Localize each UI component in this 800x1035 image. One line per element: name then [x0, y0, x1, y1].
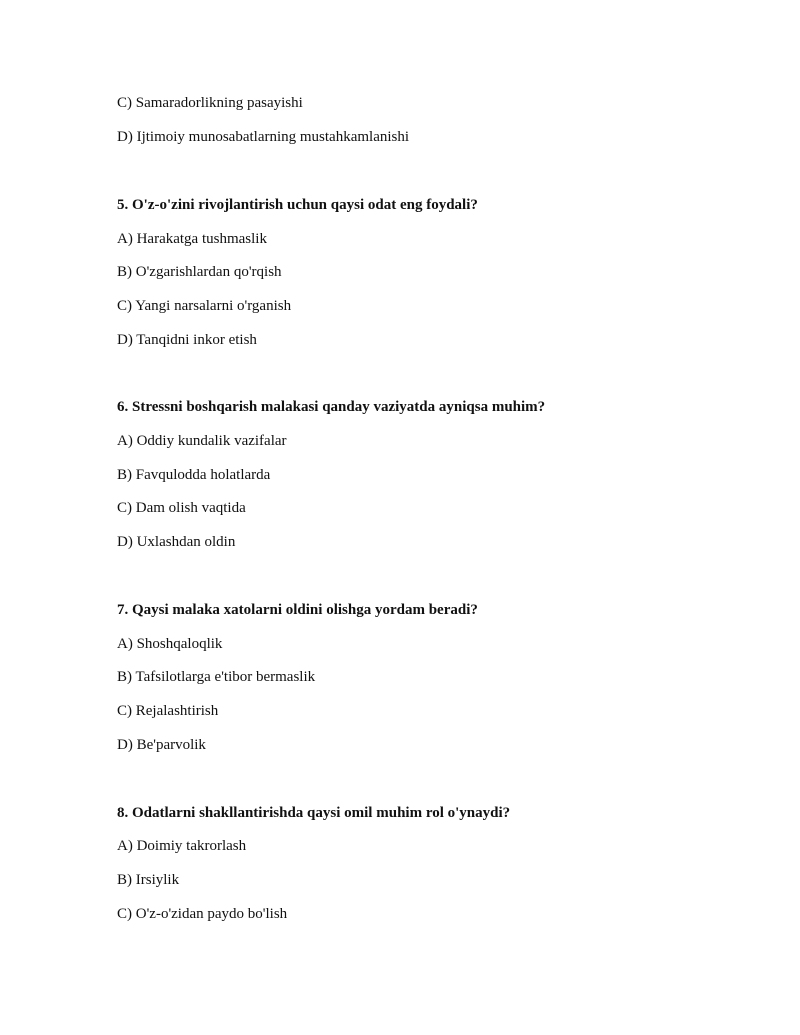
- option-b-q6: B) Favqulodda holatlarda: [117, 467, 271, 483]
- question-8-title: 8. Odatlarni shakllantirishda qaysi omil muhim rol o'ynaydi?: [117, 805, 511, 821]
- option-d-q7: D) Be'parvolik: [117, 737, 206, 753]
- option-b-q8: B) Irsiylik: [117, 872, 180, 888]
- option-a-q7: A) Shoshqaloqlik: [117, 636, 223, 652]
- option-c-q5: C) Yangi narsalarni o'rganish: [117, 298, 292, 314]
- option-b-q7: B) Tafsilotlarga e'tibor bermaslik: [117, 669, 316, 685]
- option-c-q8: C) O'z-o'zidan paydo bo'lish: [117, 906, 288, 922]
- question-7-title: 7. Qaysi malaka xatolarni oldini olishga yordam beradi?: [117, 602, 478, 618]
- option-d-q4: D) Ijtimoiy munosabatlarning mustahkamlanishi: [117, 129, 410, 145]
- option-a-q5: A) Harakatga tushmaslik: [117, 231, 267, 247]
- option-a-q8: A) Doimiy takrorlash: [117, 838, 247, 854]
- option-a-q6: A) Oddiy kundalik vazifalar: [117, 433, 287, 449]
- question-5-title: 5. O'z-o'zini rivojlantirish uchun qaysi odat eng foydali?: [117, 197, 478, 213]
- question-6-title: 6. Stressni boshqarish malakasi qanday vaziyatda ayniqsa muhim?: [117, 399, 546, 415]
- option-b-q5: B) O'zgarishlardan qo'rqish: [117, 264, 282, 280]
- option-c-q4: C) Samaradorlikning pasayishi: [117, 95, 303, 111]
- option-d-q5: D) Tanqidni inkor etish: [117, 332, 257, 348]
- option-c-q7: C) Rejalashtirish: [117, 703, 219, 719]
- option-d-q6: D) Uxlashdan oldin: [117, 534, 236, 550]
- option-c-q6: C) Dam olish vaqtida: [117, 500, 246, 516]
